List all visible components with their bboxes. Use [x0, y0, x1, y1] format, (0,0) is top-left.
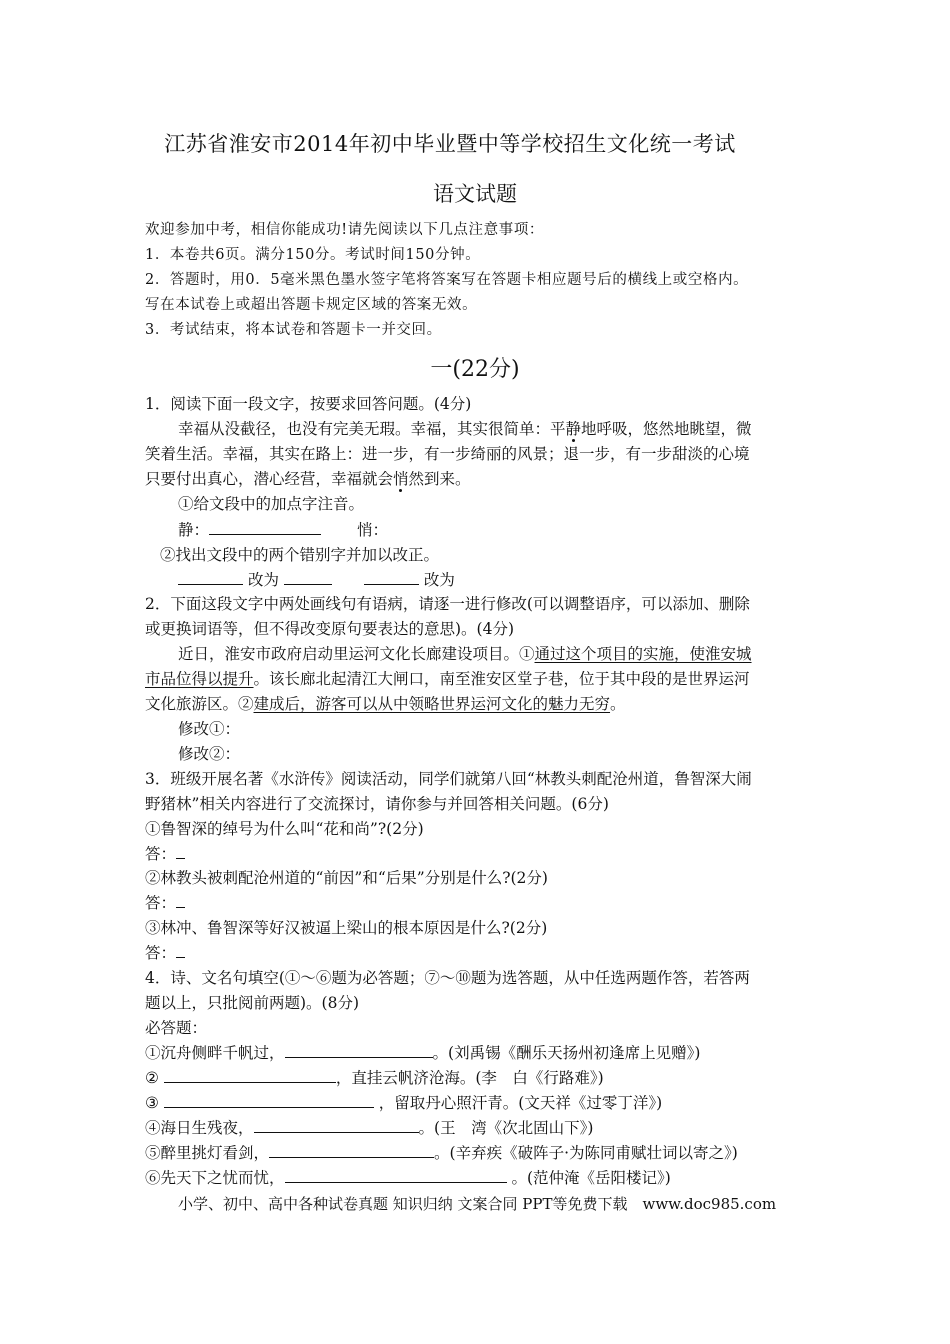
exam-subtitle: 语文试题	[433, 182, 517, 206]
answer-blank-wrong-1[interactable]	[178, 570, 243, 585]
answer-blank-q3-1[interactable]	[176, 844, 185, 859]
exam-title: 江苏省淮安市2014年初中毕业暨中等学校招生文化统一考试	[164, 132, 736, 156]
answer-blank-q4-4[interactable]	[254, 1118, 419, 1133]
q3-stem-line-2: 野猪林”相关内容进行了交流探讨，请你参与并回答相关问题。(6分)	[145, 795, 609, 813]
answer-blank-q3-3[interactable]	[176, 943, 185, 958]
q2-fix-2: 修改②：	[178, 745, 241, 763]
q1-pinyin-row: 静： 悄：	[178, 521, 389, 539]
q1-passage-line-2: 笑着生活。幸福，其实在路上：进一步，有一步绮丽的风景；退一步，有一步甜淡的心境	[145, 445, 750, 463]
q3-sub-1: ①鲁智深的绰号为什么叫“花和尚”?(2分)	[145, 820, 424, 838]
answer-blank-q4-5[interactable]	[269, 1143, 434, 1158]
q3-sub-3: ③林冲、鲁智深等好汉被逼上梁山的根本原因是什么?(2分)	[145, 919, 548, 937]
q1-sub-2: ②找出文段中的两个错别字并加以改正。	[160, 546, 440, 564]
answer-blank-wrong-2[interactable]	[364, 570, 419, 585]
q1-passage-line-3: 只要付出真心，潜心经营，幸福就会悄然到来。	[145, 470, 471, 488]
answer-blank-jing[interactable]	[209, 520, 321, 535]
notice-item-3: 3．考试结束，将本试卷和答题卡一并交回。	[145, 322, 442, 338]
answer-blank-q4-3[interactable]	[164, 1093, 374, 1108]
q3-answer-3: 答：	[145, 943, 185, 963]
q2-passage-line-1: 近日，淮安市政府启动里运河文化长廊建设项目。①通过这个项目的实施，使淮安城	[178, 645, 752, 663]
notice-item-1: 1．本卷共6页。满分150分。考试时间150分钟。	[145, 247, 481, 263]
q4-line-1: ①沉舟侧畔千帆过， 。(刘禹锡《酬乐天扬州初逢席上见赠》)	[145, 1044, 701, 1062]
q3-answer-2: 答：	[145, 893, 185, 913]
notice-intro: 欢迎参加中考，相信你能成功!请先阅读以下几点注意事项：	[145, 222, 545, 238]
q1-passage-line-1: 幸福从没截径，也没有完美无瑕。幸福，其实很简单：平静地呼吸，悠然地眺望，微	[178, 420, 752, 438]
answer-blank-q4-2[interactable]	[164, 1068, 336, 1083]
q3-answer-1: 答：	[145, 844, 185, 864]
dotted-char-qiao: 悄	[393, 470, 409, 488]
q4-line-2: ② ，直挂云帆济沧海。(李 白《行路难》)	[145, 1069, 604, 1087]
q2-passage-line-3: 文化旅游区。②建成后，游客可以从中领略世界运河文化的魅力无穷。	[145, 695, 626, 713]
dotted-char-jing: 静	[565, 420, 582, 438]
q1-sub-1: ①给文段中的加点字注音。	[178, 495, 365, 513]
notice-item-2-cont: 写在本试卷上或超出答题卡规定区域的答案无效。	[145, 297, 478, 313]
q3-sub-2: ②林教头被刺配沧州道的“前因”和“后果”分别是什么?(2分)	[145, 869, 548, 887]
underlined-sentence-1-cont: 市品位得以提升	[145, 670, 254, 688]
q4-stem-line-2: 题以上，只批阅前两题)。(8分)	[145, 994, 360, 1012]
q1-correction-row: 改为 改为	[178, 570, 455, 590]
notice-item-2: 2．答题时，用0．5毫米黑色墨水签字笔将答案写在答题卡相应题号后的横线上或空格内。	[145, 272, 749, 288]
q4-line-3: ③ ，留取丹心照汗青。(文天祥《过零丁洋》)	[145, 1094, 663, 1112]
q2-stem-line-2: 或更换词语等，但不得改变原句要表达的意思)。(4分)	[145, 620, 515, 638]
q4-required-label: 必答题：	[145, 1019, 208, 1037]
q2-fix-1: 修改①：	[178, 720, 241, 738]
answer-blank-q3-2[interactable]	[176, 893, 185, 908]
q2-stem-line-1: 2．下面这段文字中两处画线句有语病，请逐一进行修改(可以调整语序，可以添加、删除	[145, 595, 750, 613]
q4-line-5: ⑤醉里挑灯看剑， 。(辛弃疾《破阵子·为陈同甫赋壮词以寄之》)	[145, 1144, 738, 1162]
q4-line-6: ⑥先天下之忧而忧， 。(范仲淹《岳阳楼记》)	[145, 1169, 671, 1187]
answer-blank-q4-6[interactable]	[285, 1168, 507, 1183]
answer-blank-fix-1[interactable]	[284, 570, 332, 585]
section-title: 一(22分)	[430, 357, 520, 382]
underlined-sentence-1: 通过这个项目的实施，使淮安城	[534, 645, 752, 663]
answer-blank-q4-1[interactable]	[285, 1043, 433, 1058]
q4-stem-line-1: 4．诗、文名句填空(①～⑥题为必答题；⑦～⑩题为选答题，从中任选两题作答，若答两	[145, 969, 750, 987]
q1-stem: 1．阅读下面一段文字，按要求回答问题。(4分)	[145, 395, 472, 413]
footer-ad: 小学、初中、高中各种试卷真题 知识归纳 文案合同 PPT等免费下载 www.doc985.com	[178, 1195, 777, 1213]
q3-stem-line-1: 3．班级开展名著《水浒传》阅读活动，同学们就第八回“林教头刺配沧州道，鲁智深大闹	[145, 770, 752, 788]
q2-passage-line-2: 市品位得以提升。该长廊北起清江大闸口，南至淮安区堂子巷，位于其中段的是世界运河	[145, 670, 750, 688]
underlined-sentence-2: 建成后，游客可以从中领略世界运河文化的魅力无穷	[253, 695, 611, 713]
q4-line-4: ④海日生残夜， 。(王 湾《次北固山下》)	[145, 1119, 594, 1137]
